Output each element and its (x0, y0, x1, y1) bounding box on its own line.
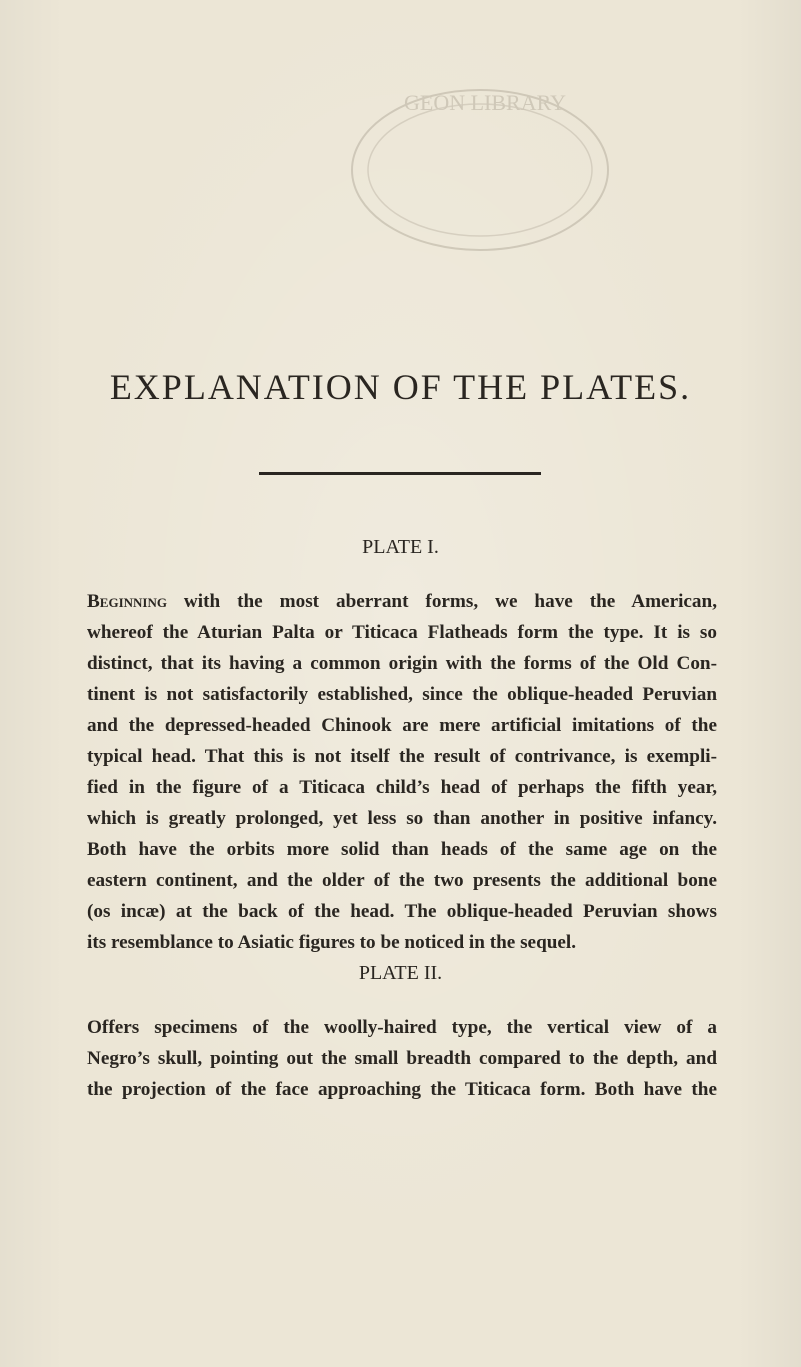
text-line: its resemblance to Asiatic figures to be noticed in the sequel. (87, 932, 577, 953)
text-line: fied in the figure of a Titicaca child’s head of perhaps the fifth year, (87, 777, 717, 798)
text-line: and the depressed-headed Chinook are mere artificial imitations of the (87, 715, 717, 736)
text-line: Both have the orbits more solid than heads of the same age on the (87, 839, 717, 860)
plate-2-title: PLATE II. (358, 962, 443, 984)
text-line: which is greatly prolonged, yet less so than another in positive infancy. (87, 808, 717, 829)
plate-2-description (87, 1012, 717, 1105)
plate-1-description (87, 586, 717, 958)
text-line: distinct, that its having a common origin with the forms of the Old Con- (87, 653, 717, 674)
text-line: whereof the Aturian Palta or Titicaca Flatheads form the type. It is so (87, 622, 717, 643)
text-line: tinent is not satisfactorily established, since the oblique-headed Peruvian (87, 684, 717, 705)
text-line: Offers specimens of the woolly-haired type, the vertical view of a (87, 1017, 717, 1038)
heading-divider (259, 472, 541, 475)
text-line: Beginning with the most aberrant forms, we have the American, (87, 591, 717, 612)
lead-word: Beginning (87, 591, 167, 612)
text-line: eastern continent, and the older of the two presents the additional bone (87, 870, 717, 891)
text-line: (os incæ) at the back of the head. The oblique-headed Peruvian shows (87, 901, 717, 922)
page-heading: EXPLANATION OF THE PLATES. (109, 367, 692, 407)
text-line: the projection of the face approaching the Titicaca form. Both have the (87, 1079, 717, 1100)
library-stamp-mark (335, 68, 635, 268)
text-line: Negro’s skull, pointing out the small breadth compared to the depth, and (87, 1048, 717, 1069)
plate-1-title: PLATE I. (362, 536, 439, 558)
text-line: typical head. That this is not itself the result of contrivance, is exempli- (87, 746, 717, 767)
stamp-text: GEON LIBRARY (404, 90, 566, 115)
